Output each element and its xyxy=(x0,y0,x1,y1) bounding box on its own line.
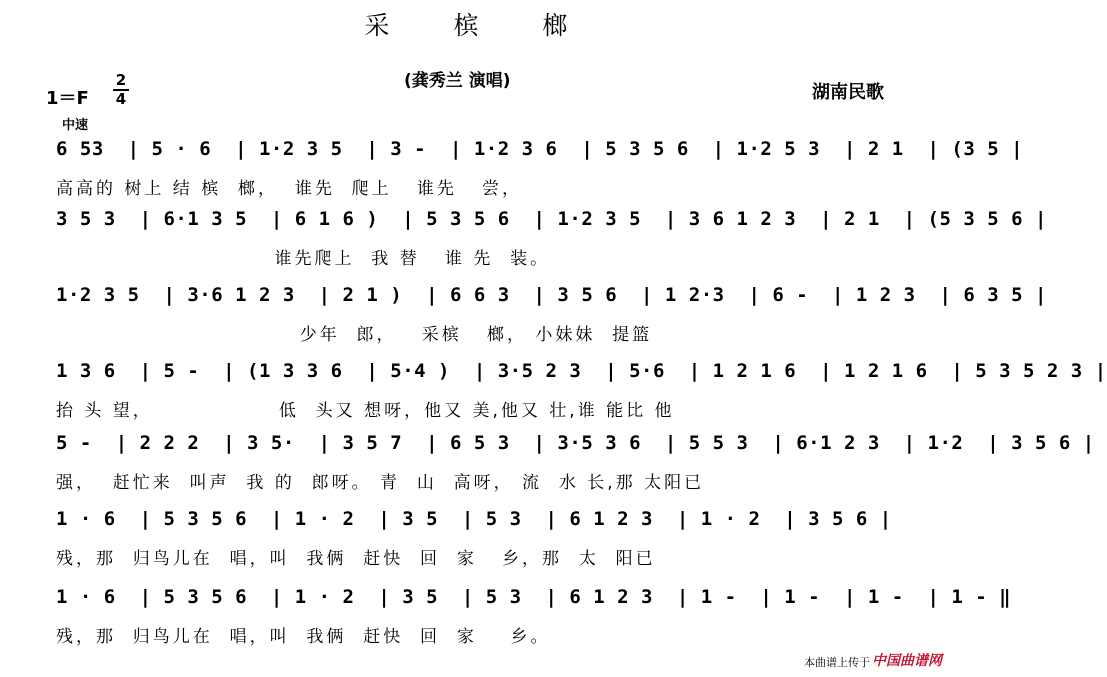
notation: 5 - | 2 2 2 | 3 5· | 3 5 7 | 6 5 3 | 3·5 3 6 | 5 5 3 | 6·1 2 3 | 1·2 | 3 5 6 | xyxy=(56,432,1095,454)
score-line-2 xyxy=(0,208,1047,294)
key-signature: 1＝F xyxy=(46,88,89,109)
notation: 1 · 6 | 5 3 5 6 | 1 · 2 | 3 5 | 5 3 | 6 1 2 3 | 1 · 2 | 3 5 6 | xyxy=(56,508,892,530)
time-signature-top: 2 xyxy=(115,71,127,89)
upload-credit: 本曲谱上传于 xyxy=(804,656,870,669)
lyrics: 残，那 归鸟儿在 唱，叫 我俩 赶快 回 家 乡，那 太 阳已 xyxy=(56,549,656,569)
lyrics: 谁先爬上 我 替 谁 先 装。 xyxy=(56,249,551,269)
time-signature-bottom: 4 xyxy=(115,90,127,108)
tempo-marking: 中速 xyxy=(62,118,89,133)
lyrics: 强， 赶忙来 叫声 我 的 郎呀。 青 山 高呀， 流 水 长,那 太阳已 xyxy=(56,473,705,493)
site-logo[interactable]: 中国曲谱网 xyxy=(872,653,942,669)
time-signature xyxy=(112,72,130,108)
lyrics: 少年 郎， 采槟 榔， 小妹妹 提篮 xyxy=(56,325,653,345)
score-line-6 xyxy=(0,508,960,594)
lyrics: 抬 头 望， 低 头又 想呀，他又 美,他又 壮,谁 能比 他 xyxy=(56,401,675,421)
score-line-5 xyxy=(0,432,1095,518)
genre-label: 湖南民歌 xyxy=(812,82,884,103)
score-line-3 xyxy=(0,284,1047,370)
notation: 3 5 3 | 6·1 3 5 | 6 1 6 ) | 5 3 5 6 | 1·2 3 5 | 3 6 1 2 3 | 2 1 | (5 3 5 6 | xyxy=(56,208,1047,230)
singer-credit: (龚秀兰 演唱) xyxy=(404,71,511,91)
notation: 6 53 | 5 · 6 | 1·2 3 5 | 3 - | 1·2 3 6 | 5 3 5 6 | 1·2 5 3 | 2 1 | (3 5 | xyxy=(56,138,1024,160)
song-title: 采 槟 榔 xyxy=(364,11,596,40)
notation: 1·2 3 5 | 3·6 1 2 3 | 2 1 ) | 6 6 3 | 3 5 6 | 1 2·3 | 6 - | 1 2 3 | 6 3 5 | xyxy=(56,284,1047,306)
lyrics: 残，那 归鸟儿在 唱，叫 我俩 赶快 回 家 乡。 xyxy=(56,627,551,647)
lyrics: 高高的 树上 结 槟 榔， 谁先 爬上 谁先 尝， xyxy=(56,179,523,199)
notation: 1 · 6 | 5 3 5 6 | 1 · 2 | 3 5 | 5 3 | 6 1 2 3 | 1 - | 1 - | 1 - | 1 - ‖ xyxy=(56,586,1012,608)
notation: 1 3 6 | 5 - | (1 3 3 6 | 5·4 ) | 3·5 2 3 | 5·6 | 1 2 1 6 | 1 2 1 6 | 5 3 5 2 3 | xyxy=(56,360,1107,382)
